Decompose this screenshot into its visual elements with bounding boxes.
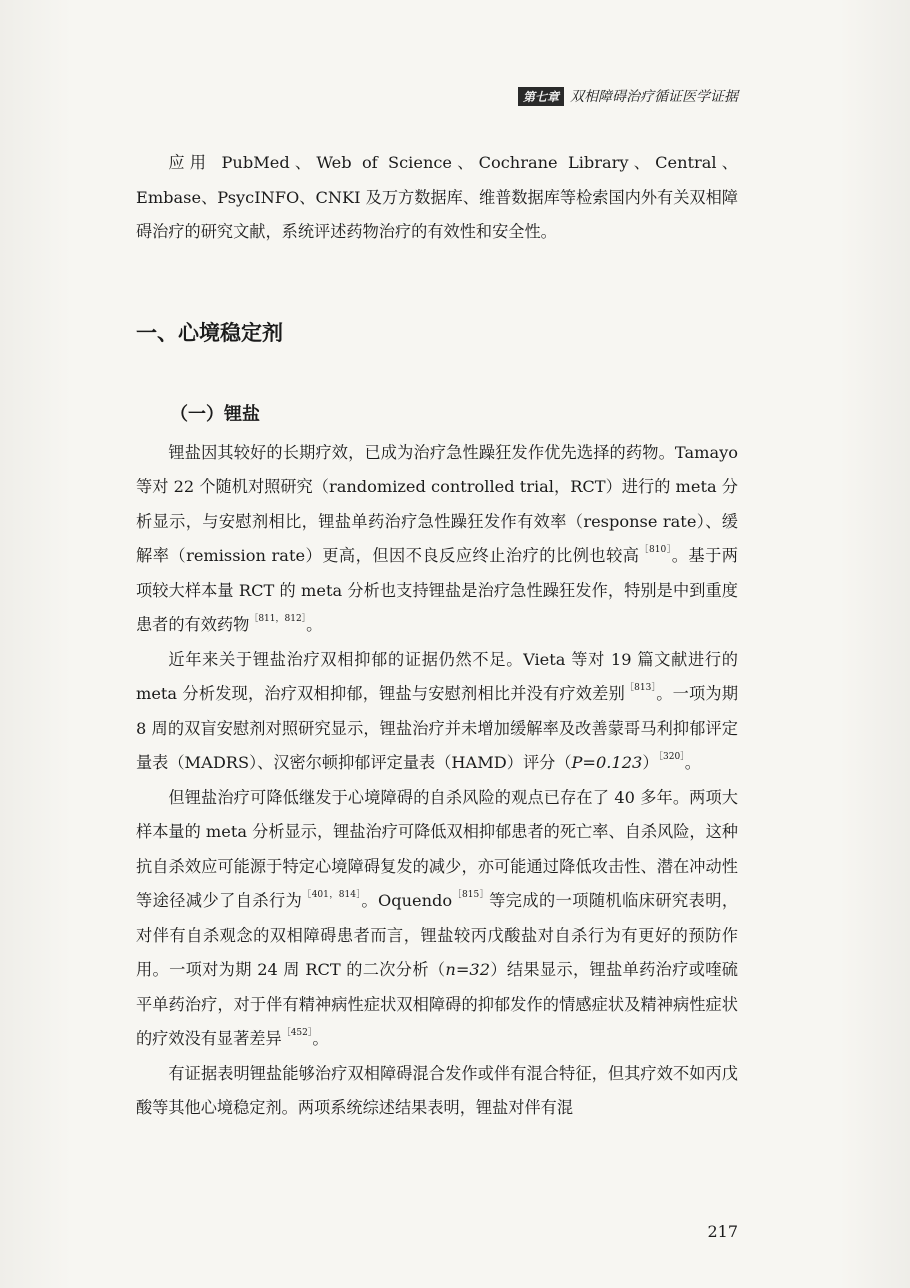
text-run: 。 <box>684 753 701 772</box>
text-run: 锂盐因其较好的长期疗效，已成为治疗急性躁狂发作优先选择的药物。Tamayo 等对 22 个随机对照研究（randomized controlled trial，RCT）进行的 meta 分析显示，与安慰剂相比，锂盐单药治疗急性躁狂发作有效率（response rate）、缓解率（remission rate）更高，但因不良反应终止治疗的比例也较高 <box>136 442 738 565</box>
intro-paragraph: 应用 PubMed、Web of Science、Cochrane Library、Central、Embase、PsycINFO、CNKI 及万方数据库、维普数据库等检索国内外有关双相障碍治疗的研究文献，系统评述药物治疗的有效性和安全性。 <box>136 153 738 241</box>
text-run: ）结果显示，锂盐单药治疗或喹硫平单药治疗，对于伴有精神病性症状双相障碍的抑郁发作的情感症状及精神病性症状的疗效没有显著差异 <box>136 960 738 1048</box>
text-run: 。 <box>306 615 323 634</box>
text-run: 但锂盐治疗可降低继发于心境障碍的自杀风险的观点已存在了 40 多年。两项大样本量的 meta 分析显示，锂盐治疗可降低双相抑郁患者的死亡率、自杀风险，这种抗自杀效应可能源于特定心境障碍复发的减少，亦可能通过降低攻击性、潜在冲动性等途径减少了自杀行为 <box>136 787 738 910</box>
paragraph-lithium-mania <box>136 436 738 643</box>
paragraph-lithium-mixed <box>136 1057 738 1126</box>
text-run: 有证据表明锂盐能够治疗双相障碍混合发作或伴有混合特征，但其疗效不如丙戊酸等其他心境稳定剂。两项系统综述结果表明，锂盐对伴有混 <box>136 1063 738 1117</box>
page-content <box>136 140 738 1126</box>
subsection-title: （一）锂盐 <box>170 403 260 425</box>
text-run: 。Oquendo <box>361 891 453 910</box>
citation: ［813］ <box>624 683 657 693</box>
citation: ［815］ <box>452 890 490 900</box>
text-run: 。 <box>312 1029 329 1048</box>
section-title: 一、心境稳定剂 <box>136 320 283 345</box>
citation: ［811，812］ <box>249 614 307 624</box>
citation: ［810］ <box>639 545 672 555</box>
citation: ［401，814］ <box>302 890 362 900</box>
page-number: 217 <box>707 1222 738 1241</box>
chapter-tag: 第七章 <box>518 87 564 106</box>
text-run: ） <box>642 753 659 772</box>
running-header <box>518 86 738 106</box>
paragraph-lithium-suicide <box>136 781 738 1057</box>
text-run: 等完成的一项随机临床研究表明，对伴有自杀观念的双相障碍患者而言，锂盐较丙戊酸盐对自杀行为有更好的预防作用。一项对为期 24 周 RCT 的二次分析（ <box>136 891 739 979</box>
citation: ［320］ <box>658 752 685 762</box>
text-run: 近年来关于锂盐治疗双相抑郁的证据仍然不足。Vieta 等对 19 篇文献进行的 meta 分析发现，治疗双相抑郁，锂盐与安慰剂相比并没有疗效差别 <box>136 649 738 703</box>
p-value: P=0.123 <box>571 753 643 772</box>
chapter-title: 双相障碍治疗循证医学证据 <box>570 89 738 105</box>
sample-size: n=32 <box>445 960 490 979</box>
citation: ［452］ <box>281 1028 313 1038</box>
text-run: 。基于两项较大样本量 RCT 的 meta 分析也支持锂盐是治疗急性躁狂发作，特别是中到重度患者的有效药物 <box>136 546 738 634</box>
paragraph-lithium-depression <box>136 643 738 781</box>
text-run: 。一项为期 8 周的双盲安慰剂对照研究显示，锂盐治疗并未增加缓解率及改善蒙哥马利抑郁评定量表（MADRS）、汉密尔顿抑郁评定量表（HAMD）评分（ <box>136 684 739 772</box>
